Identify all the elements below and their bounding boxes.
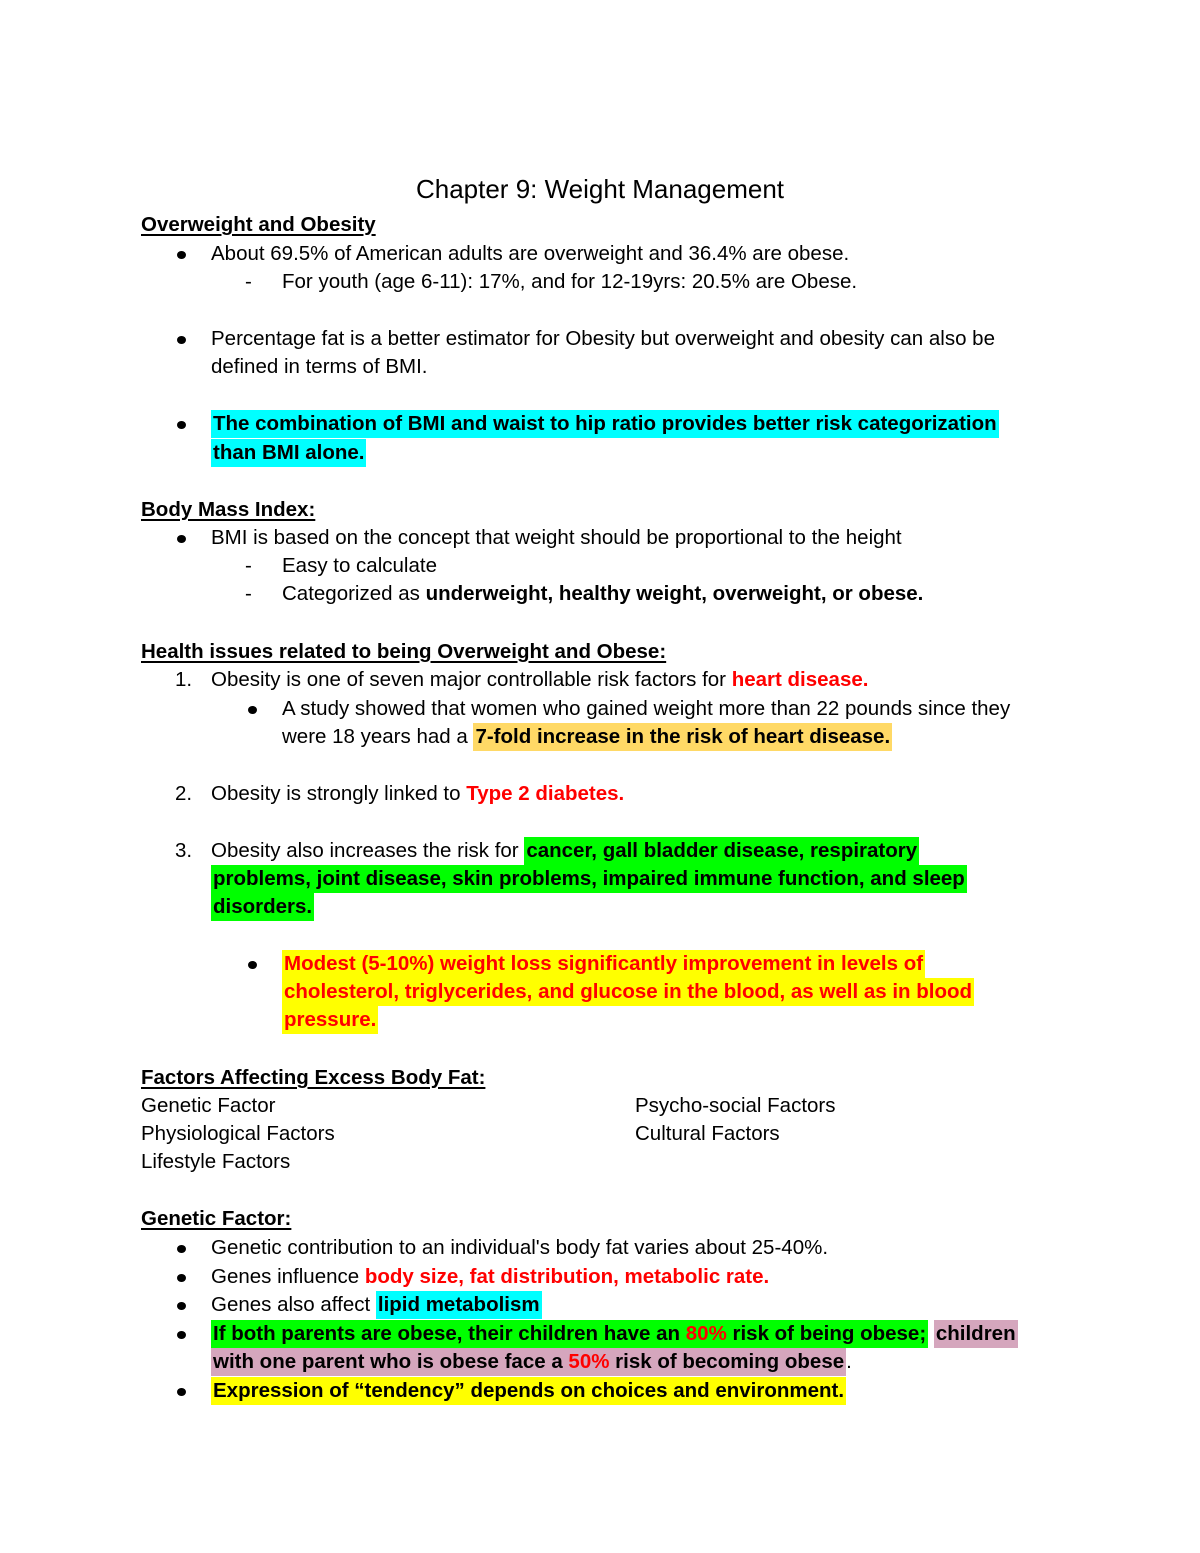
list-number: 1. <box>175 668 193 691</box>
s3-item-3-line-2 <box>211 865 967 893</box>
heading-bmi: Body Mass Index: <box>141 498 316 521</box>
s3-note-line-2 <box>282 978 974 1006</box>
s5-bullet-4-text: risk of becoming obese <box>609 1350 845 1373</box>
s3-item-2-red: Type 2 diabetes. <box>466 782 625 805</box>
page-title: Chapter 9: Weight Management <box>415 174 785 204</box>
bullet-icon <box>177 1331 186 1339</box>
s5-bullet-4-period: . <box>846 1350 852 1373</box>
s3-item-1-sub-text: were 18 years had a <box>282 725 474 748</box>
s5-bullet-4-line-2 <box>211 1348 852 1376</box>
list-number: 2. <box>175 782 193 805</box>
factor-item: Lifestyle Factors <box>141 1150 291 1173</box>
bullet-icon <box>177 1245 186 1253</box>
factor-item: Psycho-social Factors <box>635 1094 836 1117</box>
dash-icon: - <box>245 582 252 605</box>
highlight-cyan: The combination of BMI and waist to hip ratio provides better risk categorization <box>211 410 999 438</box>
s3-item-1-red: heart disease. <box>731 668 869 691</box>
bullet-icon <box>177 535 186 543</box>
highlight-yellow: cholesterol, triglycerides, and glucose in the blood, as well as in blood <box>282 978 974 1006</box>
highlight-yellow: Expression of “tendency” depends on choices and environment. <box>211 1377 846 1405</box>
bullet-icon <box>177 421 186 429</box>
s2-sub-1: Easy to calculate <box>282 554 437 577</box>
s1-bullet-3-line-2 <box>211 439 366 467</box>
factor-item: Genetic Factor <box>141 1094 276 1117</box>
bullet-icon <box>248 706 257 714</box>
s3-note-line-3 <box>282 1006 378 1034</box>
dash-icon: - <box>245 554 252 577</box>
s2-sub-2-bold: underweight, healthy weight, overweight, or obese. <box>425 582 924 605</box>
highlight-green <box>211 1320 928 1348</box>
highlight-orange: 7-fold increase in the risk of heart disease. <box>473 723 892 751</box>
s5-bullet-4-text: risk of being obese; <box>726 1322 927 1345</box>
s5-bullet-2 <box>211 1263 769 1291</box>
s3-item-1 <box>211 666 868 694</box>
highlight-cyan: lipid metabolism <box>376 1291 542 1319</box>
highlight-green: cancer, gall bladder disease, respiratory <box>524 837 919 865</box>
s1-bullet-2-line-1: Percentage fat is a better estimator for Obesity but overweight and obesity can also be <box>211 327 995 350</box>
s3-item-3-text: Obesity also increases the risk for <box>211 839 525 862</box>
s5-bullet-2-text: Genes influence <box>211 1265 365 1288</box>
highlight-yellow: Modest (5-10%) weight loss significantly improvement in levels of <box>282 950 925 978</box>
bullet-icon <box>177 336 186 344</box>
bullet-icon <box>177 251 186 259</box>
s5-bullet-1: Genetic contribution to an individual's body fat varies about 25-40%. <box>211 1236 829 1259</box>
heading-factors: Factors Affecting Excess Body Fat: <box>141 1066 486 1089</box>
s2-sub-2-text: Categorized as <box>282 582 426 605</box>
bullet-icon <box>177 1302 186 1310</box>
s3-item-2 <box>211 780 624 808</box>
s2-bullet-1: BMI is based on the concept that weight should be proportional to the height <box>211 526 902 549</box>
factor-item: Cultural Factors <box>635 1122 780 1145</box>
s5-bullet-4-red: 50% <box>568 1350 610 1373</box>
list-number: 3. <box>175 839 193 862</box>
s5-bullet-3-text: Genes also affect <box>211 1293 376 1316</box>
s3-item-1-sub-line-2 <box>282 723 892 751</box>
s5-bullet-4-line-1 <box>211 1320 1018 1348</box>
heading-health-issues: Health issues related to being Overweight and Obese: <box>141 640 667 663</box>
s2-sub-2 <box>282 580 923 608</box>
s3-item-1-sub-line-1: A study showed that women who gained weight more than 22 pounds since they <box>282 697 1011 720</box>
bullet-icon <box>177 1274 186 1282</box>
highlight-green: disorders. <box>211 893 314 921</box>
highlight-yellow: pressure. <box>282 1006 378 1034</box>
dash-icon: - <box>245 270 252 293</box>
s5-bullet-2-red: body size, fat distribution, metabolic rate. <box>364 1265 770 1288</box>
s3-item-2-text: Obesity is strongly linked to <box>211 782 467 805</box>
heading-overweight-obesity: Overweight and Obesity <box>141 213 376 236</box>
s5-bullet-4-text: If both parents are obese, their children have an <box>213 1322 686 1345</box>
highlight-cyan: than BMI alone. <box>211 439 366 467</box>
highlight-pink: children <box>934 1320 1018 1348</box>
highlight-pink <box>211 1348 846 1376</box>
s3-item-3-line-3 <box>211 893 314 921</box>
bullet-icon <box>248 961 257 969</box>
s5-bullet-3 <box>211 1291 542 1319</box>
highlight-green: problems, joint disease, skin problems, impaired immune function, and sleep <box>211 865 967 893</box>
factor-item: Physiological Factors <box>141 1122 335 1145</box>
s1-sub-1: For youth (age 6-11): 17%, and for 12-19yrs: 20.5% are Obese. <box>282 270 858 293</box>
s1-bullet-3-line-1 <box>211 410 999 438</box>
s5-bullet-4-red: 80% <box>685 1322 727 1345</box>
s1-bullet-2-line-2: defined in terms of BMI. <box>211 355 428 378</box>
s5-bullet-4-text: with one parent who is obese face a <box>213 1350 569 1373</box>
s3-item-1-text: Obesity is one of seven major controllable risk factors for <box>211 668 732 691</box>
s3-note-line-1 <box>282 950 925 978</box>
bullet-icon <box>177 1388 186 1396</box>
heading-genetic-factor: Genetic Factor: <box>141 1207 292 1230</box>
s5-bullet-5 <box>211 1377 846 1405</box>
s1-bullet-1: About 69.5% of American adults are overweight and 36.4% are obese. <box>211 242 850 265</box>
s3-item-3-line-1 <box>211 837 919 865</box>
